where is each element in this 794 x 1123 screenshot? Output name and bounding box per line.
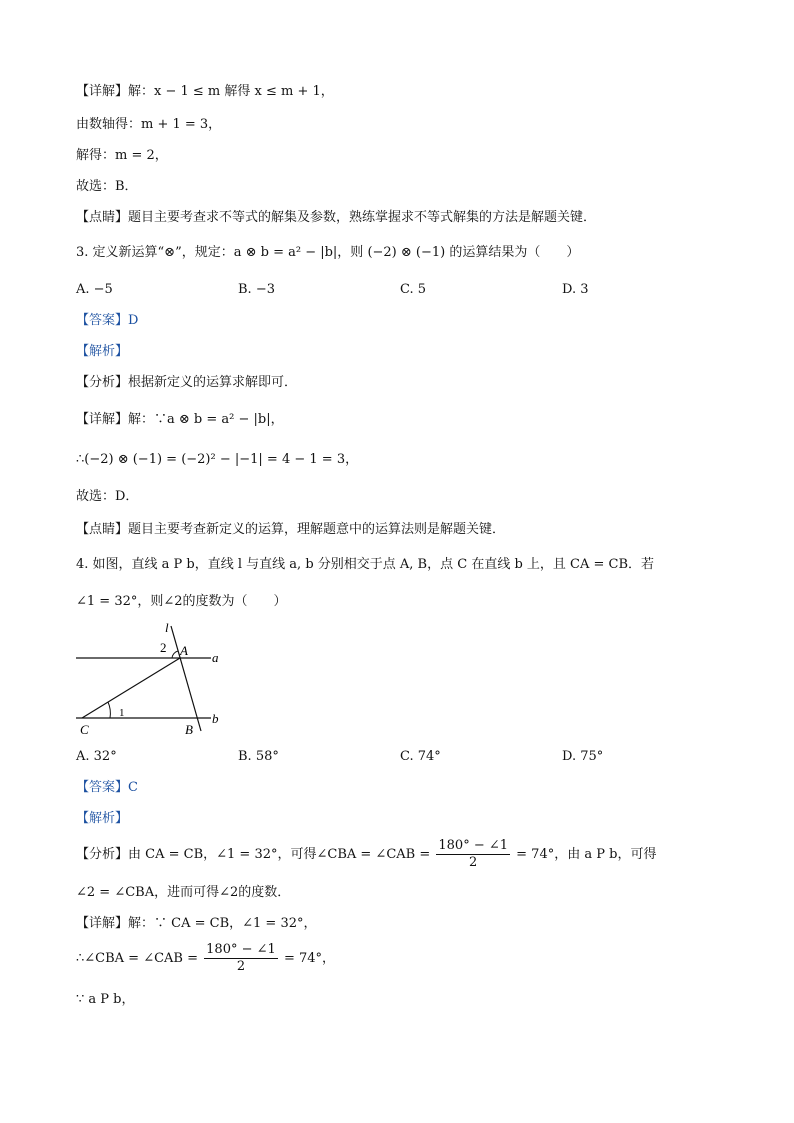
geometry-figure bbox=[74, 618, 234, 743]
line-dianjing-1: 【点睛】题目主要考查求不等式的解集及参数，熟练掌握求不等式解集的方法是解题关键． bbox=[76, 210, 597, 225]
angle-1-arc bbox=[108, 702, 110, 718]
question-3: 3. 定义新运算“⊗”，规定：a ⊗ b = a² − |b|，则 (−2) ⊗ (−1) 的运算结果为（ ） bbox=[76, 245, 580, 260]
q4-option-d: D. 75° bbox=[562, 749, 604, 764]
q4-jiexi: 【解析】 bbox=[76, 811, 129, 826]
question-4-line-2: ∠1 = 32°，则∠2的度数为（ ） bbox=[76, 594, 287, 609]
q4-detail-2-pre: ∴∠CBA = ∠CAB = bbox=[76, 951, 199, 966]
q3-dianjing: 【点睛】题目主要考查新定义的运算，理解题意中的运算法则是解题关键． bbox=[76, 522, 506, 537]
q3-analysis: 【分析】根据新定义的运算求解即可． bbox=[76, 375, 298, 390]
line-detail-1: 【详解】解：x − 1 ≤ m 解得 x ≤ m + 1， bbox=[76, 84, 334, 99]
q3-detail-1: 【详解】解：∵a ⊗ b = a² − |b|， bbox=[76, 412, 284, 427]
q4-analysis-pre: 【分析】由 CA = CB，∠1 = 32°，可得∠CBA = ∠CAB = bbox=[76, 847, 431, 862]
q4-detail-2 bbox=[76, 942, 335, 975]
q4-detail-fraction-num: 180° − ∠1 bbox=[206, 942, 276, 957]
line-choose-b: 故选：B． bbox=[76, 179, 138, 194]
label-B: B bbox=[185, 722, 193, 737]
q4-detail-fraction-den: 2 bbox=[236, 959, 246, 974]
q3-option-a: A. −5 bbox=[76, 282, 113, 297]
q3-jiexi: 【解析】 bbox=[76, 344, 129, 359]
line-numberline: 由数轴得：m + 1 = 3， bbox=[76, 117, 222, 132]
q4-option-c: C. 74° bbox=[400, 749, 441, 764]
q3-option-c: C. 5 bbox=[400, 282, 427, 297]
q4-detail-3: ∵ a P b， bbox=[76, 992, 135, 1007]
segment-ca bbox=[82, 658, 180, 718]
q3-detail-2: ∴(−2) ⊗ (−1) = (−2)² − |−1| = 4 − 1 = 3， bbox=[76, 452, 359, 467]
angle-2-arc bbox=[172, 651, 178, 658]
label-1: 1 bbox=[119, 707, 125, 719]
q3-option-d: D. 3 bbox=[562, 282, 589, 297]
q4-analysis-2: ∠2 = ∠CBA，进而可得∠2的度数． bbox=[76, 885, 291, 900]
q4-detail-fraction bbox=[204, 942, 278, 975]
q4-fraction-num: 180° − ∠1 bbox=[438, 838, 509, 853]
q4-option-a: A. 32° bbox=[76, 749, 117, 764]
q4-answer: 【答案】C bbox=[76, 780, 138, 795]
label-2: 2 bbox=[160, 640, 167, 655]
line-l bbox=[171, 626, 201, 731]
q3-answer: 【答案】D bbox=[76, 313, 139, 328]
q4-detail-2-post: = 74°， bbox=[283, 951, 336, 966]
label-b: b bbox=[212, 711, 219, 726]
label-A: A bbox=[180, 643, 188, 658]
question-4-line-1: 4. 如图，直线 a P b，直线 l 与直线 a, b 分别相交于点 A, B，点 C 在直线 b 上，且 CA = CB．若 bbox=[76, 557, 655, 572]
label-a: a bbox=[212, 650, 219, 665]
line-solve: 解得：m = 2， bbox=[76, 148, 168, 163]
q4-analysis-post: = 74°，由 a P b，可得 bbox=[516, 847, 657, 862]
q4-fraction-den: 2 bbox=[469, 855, 478, 870]
q4-detail-1: 【详解】解：∵ CA = CB，∠1 = 32°， bbox=[76, 916, 317, 931]
q4-option-b: B. 58° bbox=[238, 749, 279, 764]
label-l: l bbox=[165, 620, 169, 635]
q4-analysis-1 bbox=[76, 838, 656, 871]
q4-fraction bbox=[436, 838, 510, 871]
label-C: C bbox=[80, 722, 89, 737]
q3-option-b: B. −3 bbox=[238, 282, 275, 297]
q3-choose: 故选：D． bbox=[76, 489, 139, 504]
